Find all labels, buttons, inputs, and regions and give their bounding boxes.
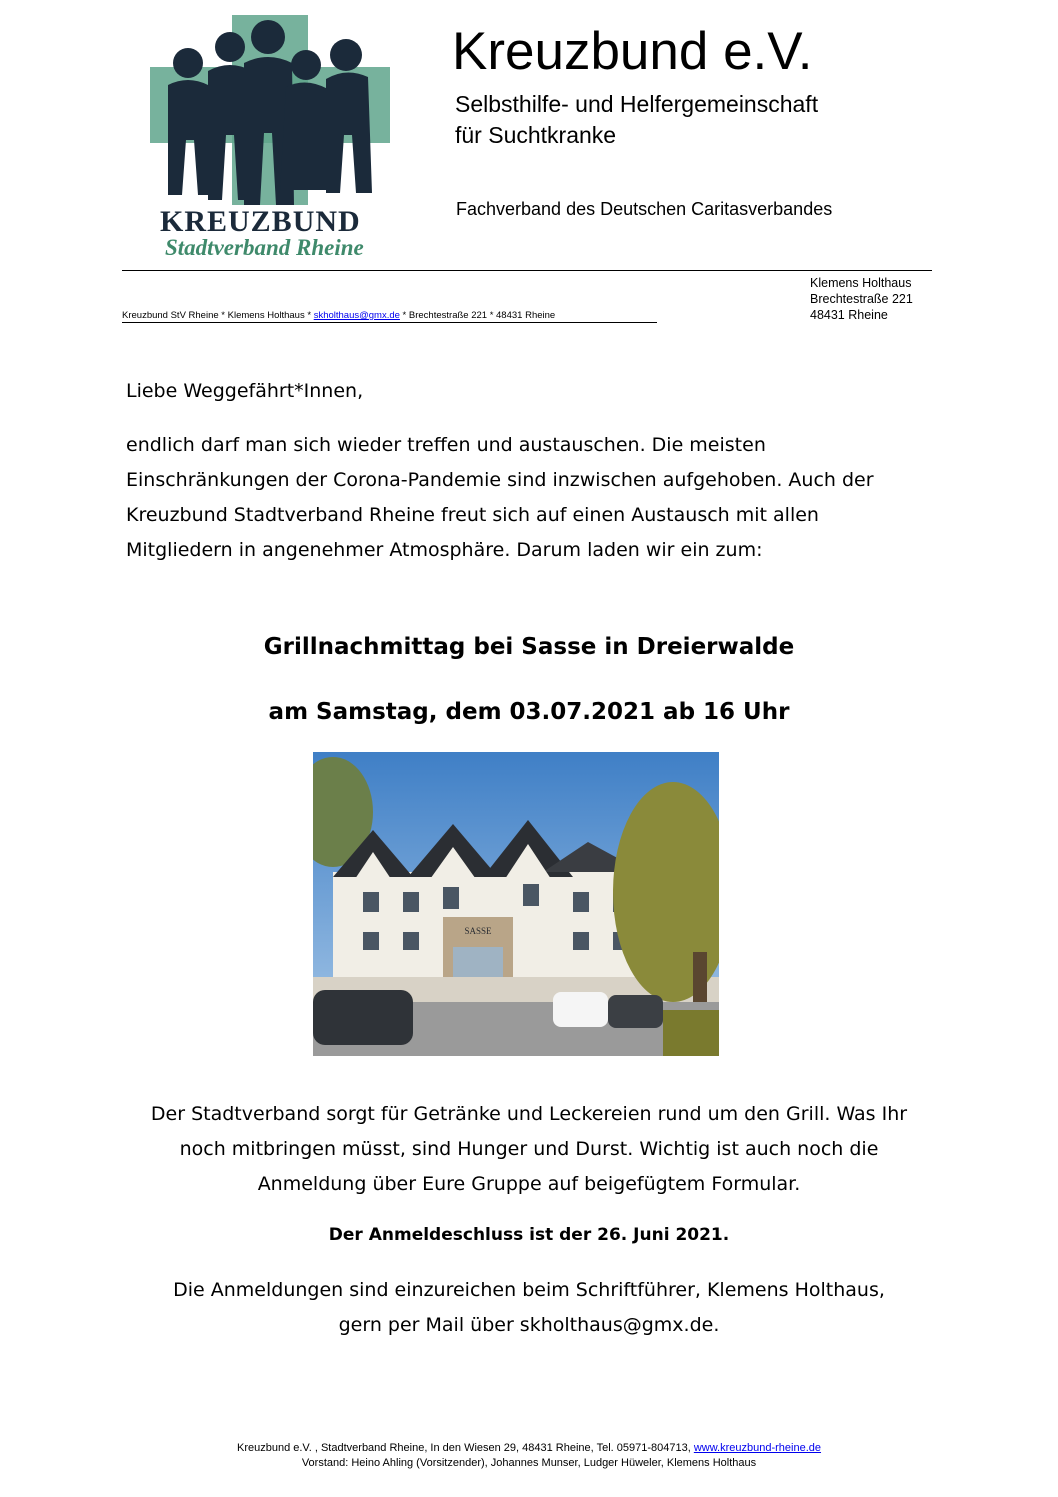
venue-sign: SASSE <box>464 926 492 936</box>
return-address-email-link[interactable]: skholthaus@gmx.de <box>313 310 400 321</box>
footer-line-2: Vorstand: Heino Ahling (Vorsitzender), Johannes Munser, Ludger Hüweler, Klemens Holthaus <box>301 1457 757 1469</box>
footer-address: Kreuzbund e.V. , Stadtverband Rheine, In den Wiesen 29, 48431 Rheine, Tel. 05971-804713, <box>236 1442 694 1454</box>
recipient-street: Brechtestraße 221 <box>810 292 913 306</box>
organization-subtitle <box>455 89 818 151</box>
event-title: Grillnachmittag bei Sasse in Dreierwalde <box>263 634 795 660</box>
submission-line: Die Anmeldungen sind einzureichen beim Schriftführer, Klemens Holthaus, <box>173 1279 885 1301</box>
details-line: Anmeldung über Eure Gruppe auf beigefügtem Formular. <box>257 1173 801 1195</box>
details-paragraph <box>0 1097 1058 1202</box>
submission-paragraph <box>0 1273 1058 1343</box>
submission-line: gern per Mail über skholthaus@gmx.de. <box>338 1314 720 1336</box>
footer-website-link[interactable]: www.kreuzbund-rheine.de <box>693 1442 822 1454</box>
header-divider <box>122 270 932 271</box>
recipient-city: 48431 Rheine <box>810 308 888 322</box>
intro-line: endlich darf man sich wieder treffen und austauschen. Die meisten <box>126 434 766 456</box>
subtitle-line-2: für Suchtkranke <box>455 122 617 148</box>
details-line: noch mitbringen müsst, sind Hunger und Durst. Wichtig ist auch noch die <box>179 1138 879 1160</box>
intro-line: Kreuzbund Stadtverband Rheine freut sich auf einen Austausch mit allen <box>126 504 819 526</box>
intro-line: Mitgliedern in angenehmer Atmosphäre. Darum laden wir ein zum: <box>126 539 763 561</box>
venue-photo <box>313 752 719 1056</box>
intro-line: Einschränkungen der Corona-Pandemie sind inzwischen aufgehoben. Auch der <box>126 469 874 491</box>
recipient-name: Klemens Holthaus <box>810 276 912 290</box>
return-address-after: * Brechtestraße 221 * 48431 Rheine <box>399 310 556 321</box>
return-address-before: Kreuzbund StV Rheine * Klemens Holthaus * <box>122 310 314 321</box>
return-address-line <box>122 310 657 323</box>
event-date: am Samstag, dem 03.07.2021 ab 16 Uhr <box>268 699 790 725</box>
logo-subtitle: Stadtverband Rheine <box>165 235 364 260</box>
greeting: Liebe Weggefährt*Innen, <box>126 380 364 402</box>
organization-title: Kreuzbund e.V. <box>452 22 813 81</box>
fachverband-line: Fachverband des Deutschen Caritasverbandes <box>456 199 833 219</box>
registration-deadline: Der Anmeldeschluss ist der 26. Juni 2021. <box>328 1225 730 1245</box>
logo-wordmark: KREUZBUND <box>160 205 361 238</box>
details-line: Der Stadtverband sorgt für Getränke und Leckereien rund um den Grill. Was Ihr <box>150 1103 908 1125</box>
footer-line-1 <box>0 1441 1058 1455</box>
subtitle-line-1: Selbsthilfe- und Helfergemeinschaft <box>455 91 819 117</box>
intro-paragraph <box>126 428 946 568</box>
recipient-address <box>810 275 913 323</box>
